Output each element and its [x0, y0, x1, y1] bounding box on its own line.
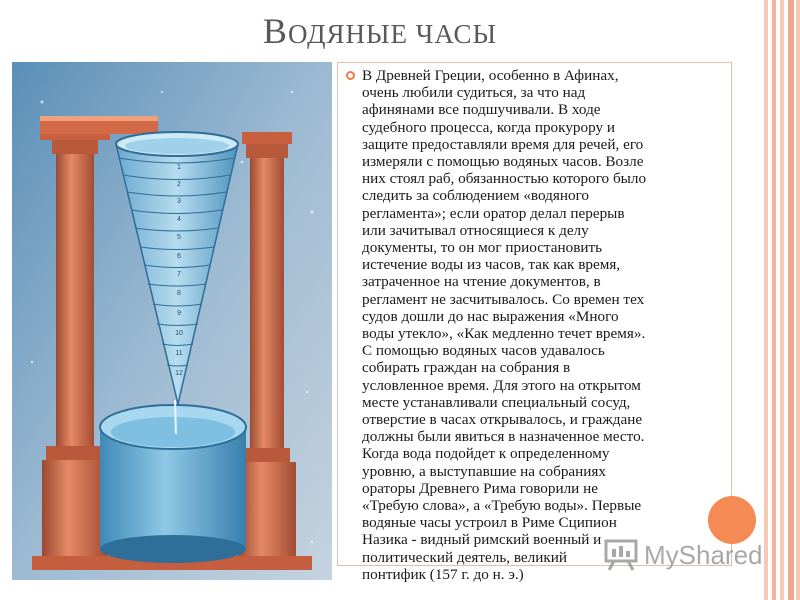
paragraph-line: или зачитывал относящиеся к делу — [362, 221, 589, 239]
slide-title-first-letter: В — [262, 11, 288, 51]
paragraph-line: В Древней Греции, особенно в Афинах, — [362, 67, 619, 84]
cone-mark-9: 9 — [177, 310, 181, 317]
paragraph-line: затраченное на чтение документов, в — [362, 273, 601, 291]
cone-mark-6: 6 — [177, 253, 181, 260]
paragraph-line: месте устанавливали специальный сосуд, — [362, 393, 631, 411]
paragraph-line: уровню, а выступавшие на собраниях — [362, 462, 607, 480]
paragraph-line: регламент не засчитывалось. Со времен тех — [362, 290, 645, 308]
paragraph-line: защите предоставляли время для речей, его — [362, 135, 644, 153]
watermark-text: MyShared — [644, 539, 763, 570]
cone-mark-10: 10 — [175, 330, 183, 337]
paragraph-line: Когда вода подойдет к определенному — [362, 445, 610, 463]
paragraph-line: следить за соблюдением «водяного — [362, 187, 590, 205]
water-clock-picture — [12, 62, 332, 580]
text-box — [337, 62, 732, 583]
cone-mark-3: 3 — [177, 198, 181, 205]
paragraph-line: понтифик (157 г. до н. э.) — [362, 565, 524, 583]
paragraph-line: регламента»; если оратор делал перерыв — [362, 204, 625, 222]
cone-mark-12: 12 — [175, 370, 183, 377]
slide-title — [0, 10, 760, 52]
paragraph-line: истечение воды из часов, так как время, — [362, 256, 621, 274]
paragraph-line: Назика - видный римский военный и — [362, 531, 602, 549]
paragraph-line: судебного процесса, когда прокурору и — [362, 118, 616, 136]
paragraph-line: афинянами все подшучивали. В ходе — [362, 101, 601, 119]
paragraph-line: политический деятель, великий — [362, 548, 568, 566]
paragraph-line: воды утекло», «Как медленно течет время». — [362, 325, 646, 343]
cone-mark-8: 8 — [177, 290, 181, 297]
paragraph — [362, 67, 728, 583]
water-clock-illustration — [12, 62, 332, 580]
paragraph-line: ораторы Древнего Рима говорили не — [362, 479, 598, 497]
slide-title-rest: ОДЯНЫЕ ЧАСЫ — [287, 19, 498, 49]
cone-mark-7: 7 — [177, 271, 181, 278]
paragraph-line: С помощью водяных часов удавалось — [362, 342, 605, 360]
paragraph-line: условленное время. Для этого на открытом — [362, 376, 641, 394]
paragraph-line: «Требую слова», а «Требую воды». Первые — [362, 497, 642, 515]
bullet-icon — [346, 71, 355, 80]
paragraph-line: должны были явиться в назначенное место. — [362, 428, 645, 446]
paragraph-line: очень любили судиться, за что над — [362, 84, 586, 102]
paragraph-line: документы, то он мог приостановить — [362, 239, 603, 257]
presentation-board-icon — [604, 539, 640, 571]
cone-mark-4: 4 — [177, 216, 181, 223]
paragraph-line: них стоял раб, обязанностью которого было — [362, 170, 647, 188]
cone-mark-11: 11 — [175, 350, 183, 357]
paragraph-line: судов дошли до нас выражения «Много — [362, 307, 619, 325]
paragraph-line: водяные часы устроил в Риме Сципион — [362, 514, 617, 532]
cone-mark-2: 2 — [177, 181, 181, 188]
paragraph-line: собирать граждан на собрания в — [362, 359, 571, 377]
paragraph-line: измеряли с помощью водяных часов. Возле — [362, 153, 644, 171]
watermark — [604, 535, 763, 575]
paragraph-line: отверстие в часах открывалось, и граждане — [362, 411, 643, 429]
cone-mark-5: 5 — [177, 234, 181, 241]
decorative-stripes — [760, 0, 800, 600]
cone-mark-1: 1 — [177, 164, 181, 171]
